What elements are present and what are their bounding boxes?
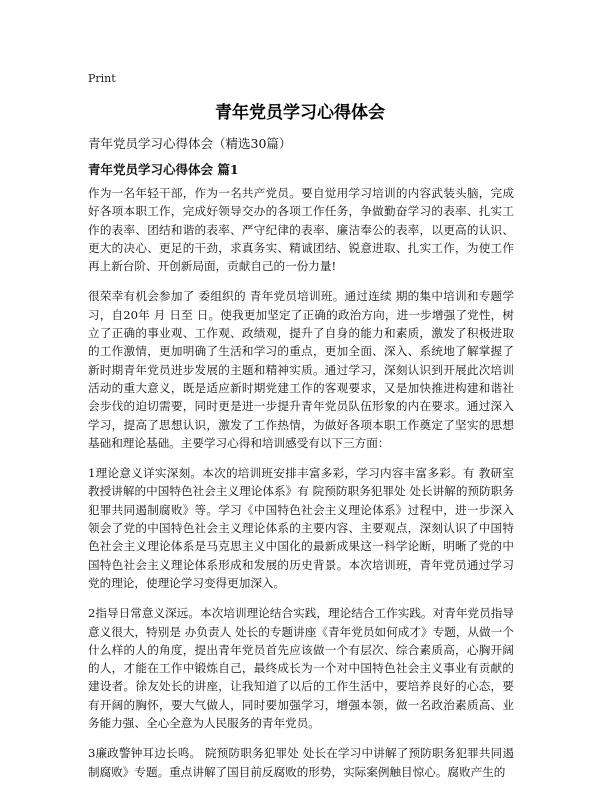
paragraph: 3廉政警钟耳边长鸣。 院预防职务犯罪处 处长在学习中讲解了预防职务犯罪共同遏制腐败》专题。重点讲解了国目前反腐败的形势，实际案例触目惊心。腐败产生的 [88,746,514,779]
paragraph: 1理论意义详实深刻。本次的培训班安排丰富多彩，学习内容丰富多彩。有 教研室 教授讲解的中国特色社会主义理论体系》有 院预防职务犯罪处 处长讲解的预防职务犯罪共同遏制腐败》等。学习《中国特色社会主义理论体系》过程中，进一步深入领会了党的中国特色社会主义理论体系的主要内容、主要观点，深刻认识了中国特色社会主义理论体系是马克思主义中国化的最新成果这一科学论断，明晰了党的中国特色社会主义理论体系形成和发展的历史背景。本次培训班，青年党员通过学习党的理论，使理论学习变得更加深入。 [88,466,514,590]
print-link[interactable]: Print [88,72,116,85]
document-body [88,184,514,793]
section-heading: 青年党员学习心得体会 篇1 [88,162,239,177]
paragraph: 2指导日常意义深远。本次培训理论结合实践，理论结合工作实践。对青年党员指导意义很大，特别是 办负责人 处长的专题讲座《青年党员如何成才》专题，从做一个什么样的人的角度，提出青年党员首先应该做一个有层次、综合素质高，心胸开阔的人，才能在工作中锻炼自己，最终成长为一个对中国特色社会主义事业有贡献的建设者。徐友处长的讲座，让我知道了以后的工作生活中，要培养良好的心态，要有开阔的胸怀，要大气做人，同时要加强学习，增强本领，做一名政治素质高、业务能力强、全心全意为人民服务的青年党员。 [88,606,514,731]
paragraph: 很荣幸有机会参加了 委组织的 青年党员培训班。通过连续 期的集中培训和专题学习，自20年 月 日至 日。使我更加坚定了正确的政治方向，进一步增强了党性，树立了正确的事业观、工作观、政绩观，提升了自身的能力和素质，激发了积极进取的工作激情，更加明确了生活和学习的重点，更加全面、深入、系统地了解掌握了新时期青年党员进步发展的主题和精神实质。通过学习，深刻认识到开展此次培训活动的重大意义，既是适应新时期党建工作的客观要求，又是加快推进构建和谐社会步伐的迫切需要，同时更是进一步提升青年党员队伍形象的内在要求。通过深入学习，提高了思想认识，激发了工作热情，为做好各项本职工作奠定了坚实的思想基础和理论基础。主要学习心得和培训感受有以下三方面： [88,289,514,450]
page-title: 青年党员学习心得体会 [215,103,385,123]
document-subtitle: 青年党员学习心得体会（精选30篇） [88,136,292,151]
paragraph: 作为一名年轻干部，作为一名共产党员。要自觉用学习培训的内容武装头脑，完成好各项本职工作，完成好领导交办的各项工作任务，争做勤奋学习的表率、扎实工作的表率、团结和谐的表率、严守纪律的表率、廉洁奉公的表率，以更高的认识、更大的决心、更足的干劲，求真务实、精诚团结、锐意进取、扎实工作，为使工作再上新台阶、开创新局面，贡献自己的一份力量! [88,186,514,274]
